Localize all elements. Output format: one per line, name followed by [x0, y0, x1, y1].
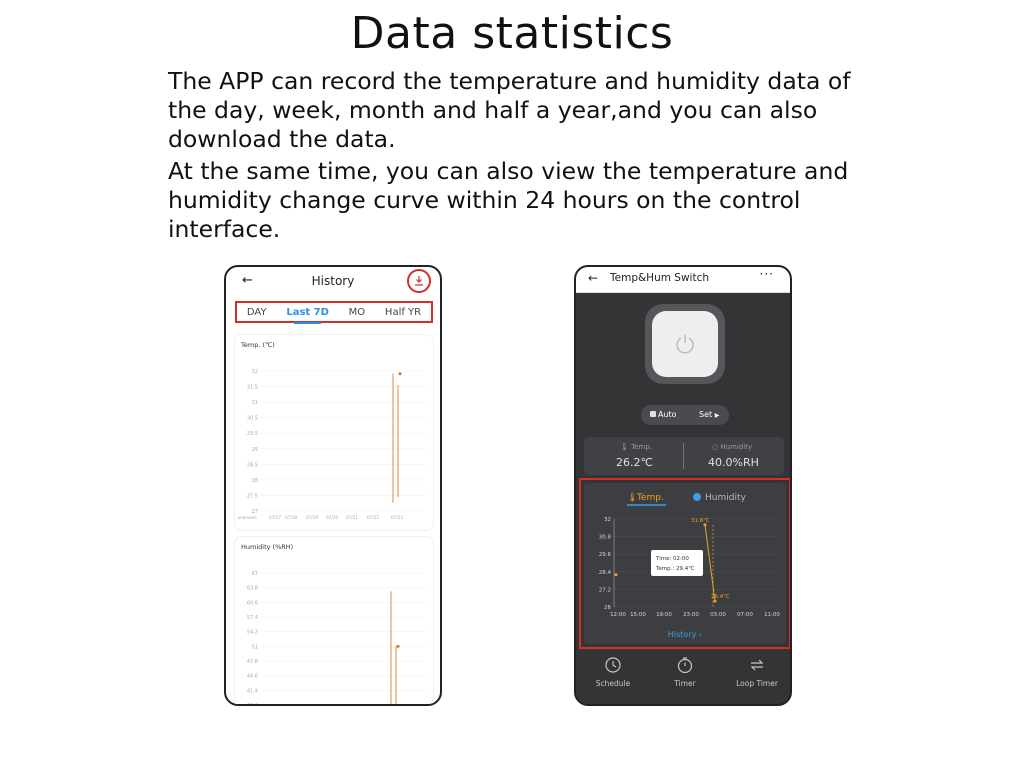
mode-selector[interactable]	[641, 405, 729, 425]
auto-mode[interactable]	[650, 410, 677, 419]
more-icon[interactable]: ···	[759, 267, 774, 281]
humidity-history-chart	[235, 537, 433, 706]
y-tick-label: 29.5	[246, 431, 258, 438]
humidity-data-point	[397, 645, 400, 648]
tooltip-temp: Temp.: 29.4℃	[656, 566, 695, 572]
power-button-frame	[645, 304, 725, 384]
back-arrow-icon[interactable]: ←	[588, 271, 599, 285]
y-tick-label: 63.8	[246, 585, 258, 592]
control-phone-screen	[574, 265, 792, 706]
humidity-reading-value: 40.0%RH	[708, 456, 759, 469]
auto-label: Auto	[658, 410, 677, 419]
y-tick-label: 27.5	[246, 493, 258, 500]
control-header	[576, 267, 790, 293]
y-tick-label: 60.6	[246, 600, 258, 607]
download-icon	[414, 275, 424, 287]
droplet-icon	[693, 493, 701, 501]
trend-chart[interactable]	[584, 483, 786, 644]
humidity-history-card	[235, 537, 433, 706]
nav-schedule[interactable]	[578, 646, 648, 688]
download-button[interactable]	[407, 269, 431, 293]
nav-loop-timer[interactable]	[722, 646, 792, 688]
x-tick-label: 19:00	[656, 612, 672, 618]
thermometer-icon: 🌡︎	[620, 443, 629, 451]
y-tick-label: 29	[251, 446, 258, 453]
nav-timer[interactable]	[650, 646, 720, 688]
x-tick-label: 07/21	[345, 515, 359, 520]
temp-chart-title: Temp. (℃)	[241, 341, 275, 349]
humidity-reading-label-text: Humidity	[720, 443, 753, 451]
y-tick-label: 30.5	[246, 415, 258, 422]
y-tick-label: 28.4	[598, 569, 611, 576]
x-tick-label: 07/17	[268, 515, 282, 520]
nav-loop-timer-label: Loop Timer	[736, 679, 778, 688]
y-tick-label: 51	[251, 644, 258, 651]
y-tick-label: 27.2	[598, 587, 611, 594]
x-tick-label: 07/22	[366, 515, 380, 520]
point-label: 31.6℃	[691, 517, 710, 524]
y-tick-label: 31.5	[246, 384, 258, 391]
readings-divider	[683, 443, 684, 469]
nav-timer-label: Timer	[674, 679, 696, 688]
x-tick-label: 15:00	[630, 612, 646, 618]
description-paragraph-2: At the same time, you can also view the temperature and humidity change curve within 24 hours on the control interface.	[168, 157, 849, 243]
device-title: Temp&Hum Switch	[610, 272, 710, 284]
x-tick-label: unknown	[237, 515, 257, 520]
y-tick-label: 38.2	[246, 703, 258, 707]
y-tick-label: 29.6	[598, 552, 611, 559]
tab-day[interactable]: DAY	[246, 306, 267, 318]
y-tick-label: 31	[251, 400, 258, 407]
temp-data-point	[399, 372, 402, 375]
temp-history-chart	[235, 335, 433, 530]
y-tick-label: 30.8	[598, 534, 611, 541]
play-icon: ▶	[714, 412, 720, 419]
clock-icon	[604, 656, 622, 674]
x-tick-label: 07/18	[284, 515, 298, 520]
y-tick-label: 67	[251, 571, 258, 577]
auto-icon	[650, 411, 656, 417]
x-tick-label: 23:00	[683, 612, 699, 618]
y-tick-label: 57.4	[246, 615, 258, 621]
history-link[interactable]	[584, 630, 786, 639]
temperature-history-card	[235, 335, 433, 530]
y-tick-label: 27	[251, 509, 258, 515]
temp-reading-label-text: Temp.	[631, 443, 653, 451]
history-link-label: History	[667, 630, 697, 639]
y-tick-label: 47.8	[246, 659, 258, 665]
temp-data-point	[615, 573, 618, 576]
point-label: 26.4℃	[711, 594, 730, 601]
y-tick-label: 26	[604, 605, 611, 611]
nav-schedule-label: Schedule	[595, 679, 631, 688]
bottom-navigation	[576, 646, 790, 704]
x-tick-label: 07/20	[325, 515, 339, 520]
humidity-chart-title: Humidity (%RH)	[241, 543, 294, 551]
y-tick-label: 28.5	[246, 462, 258, 469]
y-tick-label: 32	[251, 369, 258, 375]
x-tick-label: 11:00	[764, 612, 780, 618]
tab-half-year[interactable]: Half YR	[384, 306, 422, 318]
y-tick-label: 41.4	[246, 688, 258, 695]
tooltip-time: Time: 02:00	[656, 556, 689, 562]
chevron-right-icon: ›	[698, 630, 703, 639]
x-tick-label: 03:00	[710, 612, 726, 618]
y-tick-label: 32	[604, 517, 611, 523]
page-title: Data statistics	[350, 8, 674, 59]
droplet-icon: ○	[712, 443, 719, 451]
y-tick-label: 54.2	[246, 629, 258, 636]
y-tick-label: 44.6	[246, 673, 258, 680]
x-tick-label: 07/19	[305, 515, 319, 520]
history-header	[226, 267, 440, 295]
temp-reading-label	[620, 443, 652, 451]
set-button[interactable]	[699, 410, 719, 419]
history-phone-screen	[224, 265, 442, 706]
loop-icon	[748, 656, 766, 674]
temp-reading-value: 26.2℃	[616, 456, 653, 469]
timer-icon	[676, 656, 694, 674]
power-button[interactable]	[652, 311, 718, 377]
tab-last-7d[interactable]: Last 7D	[286, 306, 329, 318]
x-tick-label: 07/23	[390, 515, 404, 520]
chart-tab-temp: Temp.	[637, 493, 664, 503]
power-icon	[674, 333, 696, 355]
back-arrow-icon[interactable]: ←	[242, 273, 253, 288]
tooltip-box	[651, 550, 703, 576]
thermometer-icon: 🌡︎	[627, 493, 638, 503]
trend-chart-panel	[584, 483, 786, 644]
x-tick-label: 07:00	[737, 612, 753, 618]
history-title: History	[311, 274, 355, 288]
description-paragraph-1: The APP can record the temperature and humidity data of the day, week, month and half a year,and you can also download the data.	[168, 67, 851, 153]
x-tick-label: 12:00	[610, 612, 626, 618]
chart-tab-humidity: Humidity	[705, 493, 746, 503]
tab-month[interactable]: MO	[348, 306, 366, 318]
set-label: Set	[699, 410, 713, 419]
humidity-reading-label	[712, 443, 752, 451]
trend-chart-highlight	[579, 478, 791, 649]
y-tick-label: 28	[251, 477, 258, 484]
period-tabs	[235, 301, 433, 323]
readings-panel	[584, 437, 784, 475]
